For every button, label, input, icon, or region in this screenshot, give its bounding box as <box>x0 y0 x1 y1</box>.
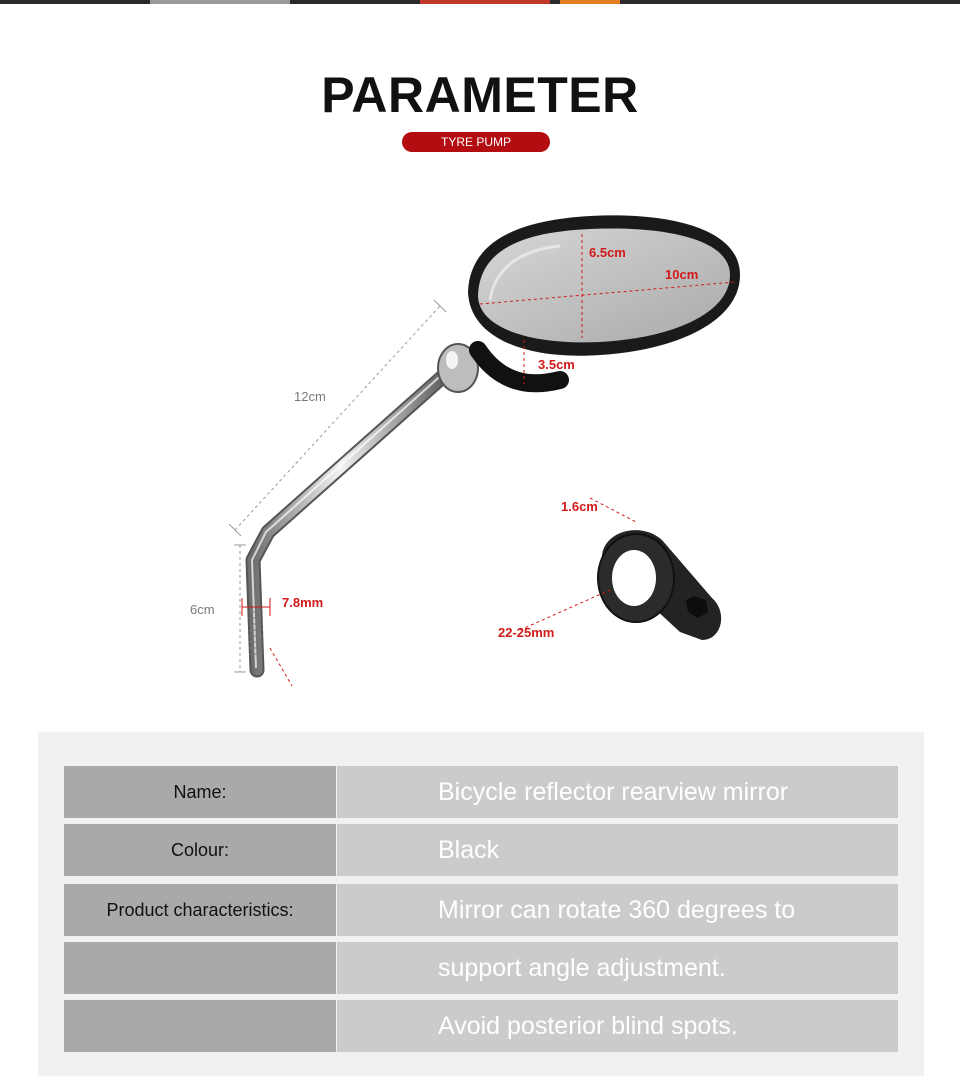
spec-row-colour <box>64 824 898 876</box>
spec-label <box>64 942 336 994</box>
spec-row-characteristics <box>64 884 898 936</box>
mirror-arm <box>249 371 448 670</box>
spec-value: Bicycle reflector rearview mirror <box>337 766 898 818</box>
top-banner-strip <box>0 0 960 4</box>
spec-value: Avoid posterior blind spots. <box>337 1000 898 1052</box>
dim-mirror-depth: 3.5cm <box>538 357 575 372</box>
dim-bolt-diameter: 7.8mm <box>282 595 324 610</box>
spec-label: Name: <box>64 766 336 818</box>
dim-clamp-diameter: 22-25mm <box>498 625 555 640</box>
spec-value: Mirror can rotate 360 degrees to <box>337 884 898 936</box>
dim-arm-length: 12cm <box>294 389 326 404</box>
spec-row-characteristics-3 <box>64 1000 898 1052</box>
page-title: PARAMETER <box>321 67 639 123</box>
spec-label <box>64 1000 336 1052</box>
spec-label: Product characteristics: <box>64 884 336 936</box>
product-image <box>0 180 960 710</box>
dim-clamp-width: 1.6cm <box>561 499 598 514</box>
spec-row-name <box>64 766 898 818</box>
spec-table <box>38 732 924 1076</box>
dim-mirror-width: 10cm <box>665 267 699 282</box>
spec-value: support angle adjustment. <box>337 942 898 994</box>
dim-mirror-height: 6.5cm <box>589 245 626 260</box>
dim-bolt-length: 6cm <box>190 602 215 617</box>
spec-label: Colour: <box>64 824 336 876</box>
handlebar-clamp <box>598 530 721 640</box>
category-badge: TYRE PUMP <box>402 132 550 152</box>
spec-value: Black <box>337 824 898 876</box>
spec-row-characteristics-2 <box>64 942 898 994</box>
mirror-head <box>468 215 740 383</box>
